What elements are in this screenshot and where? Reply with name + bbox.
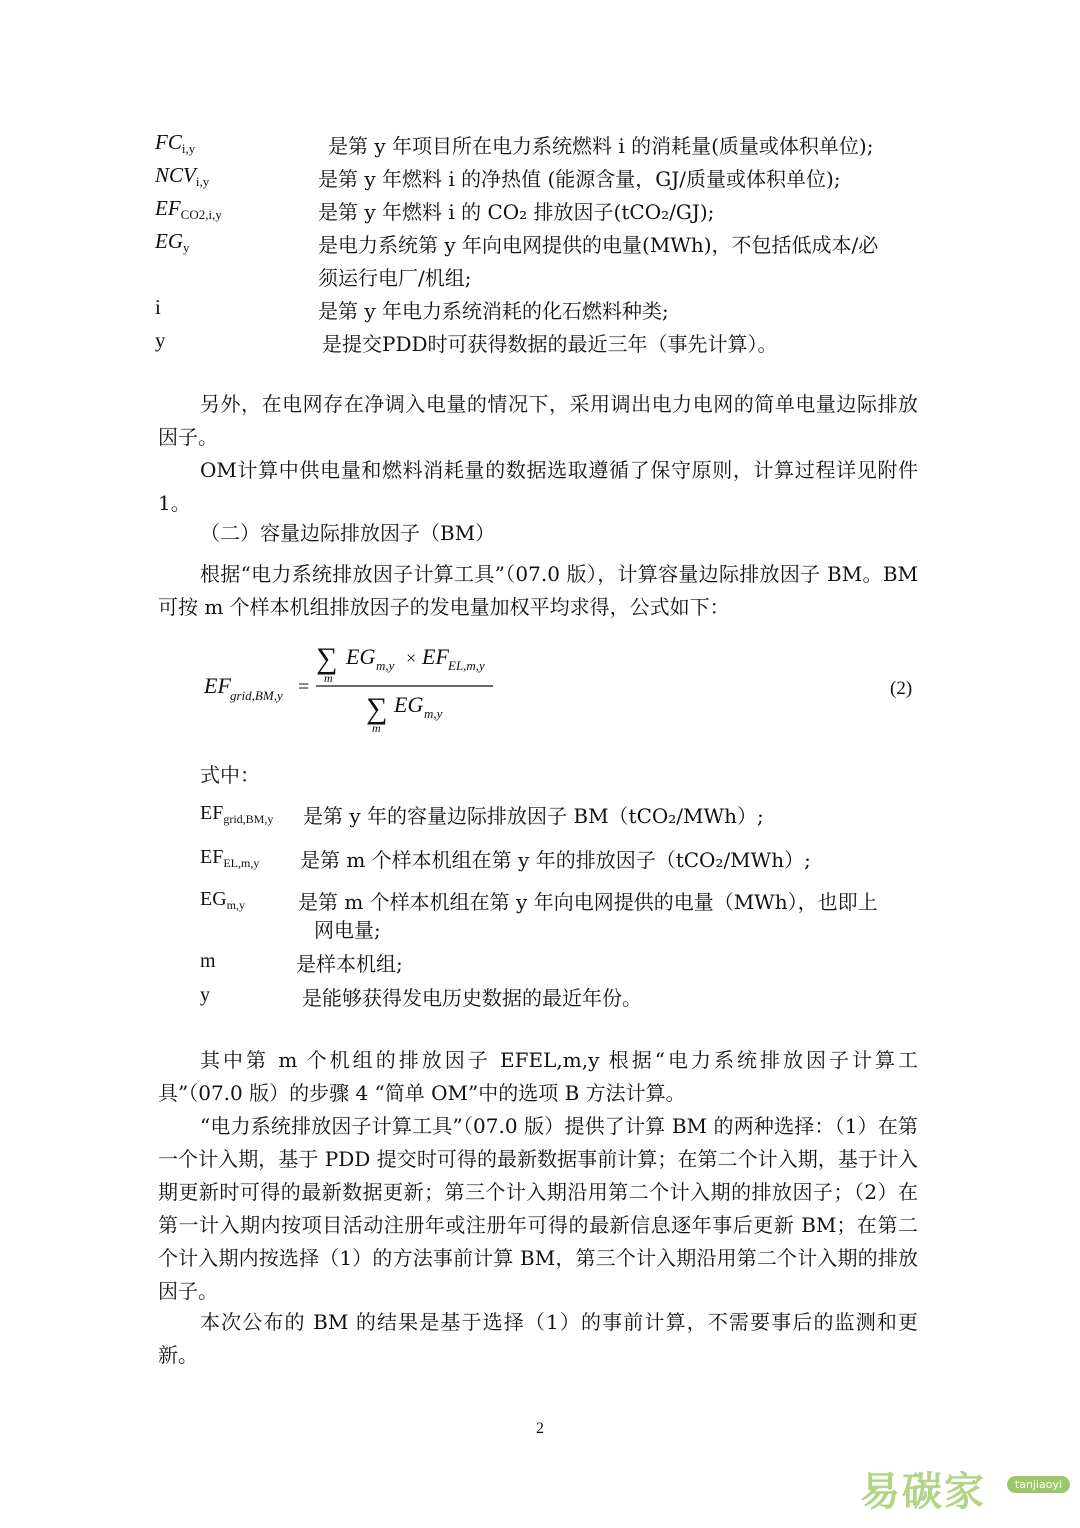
def2-text-y: 是能够获得发电历史数据的最近年份。	[302, 986, 642, 1010]
def-term-y: y	[155, 328, 166, 352]
def2-term-y: y	[200, 984, 210, 1006]
def2-text-m: 是样本机组;	[296, 952, 403, 976]
paragraph-bm-choices: “电力系统排放因子计算工具”（07.0 版）提供了计算 BM 的两种选择：（1）在第一个计入期，基于 PDD 提交时可得的最新数据事前计算；在第二个计入期，基于计入期更新时可得的最新数据更新；第三个计入期沿用第二个计入期的排放因子；（2）在第一计入期内按项目活动注册年或注册年可得的最新信息逐年事后更新 BM；在第二个计入期内按选择（1）的方法事前计算 BM，第三个计入期沿用第二个计入期的排放因子。	[158, 1114, 918, 1303]
paragraph-bm-result: 本次公布的 BM 的结果是基于选择（1）的事前计算，不需要事后的监测和更新。	[158, 1310, 918, 1367]
def2-text-efel: 是第 m 个样本机组在第 y 年的排放因子（tCO₂/MWh）;	[300, 848, 811, 872]
paragraph-om-option-b: 其中第 m 个机组的排放因子 EFEL,m,y 根据“电力系统排放因子计算工具”（07.0 版）的步骤 4 “简单 OM”中的选项 B 方法计算。	[158, 1048, 918, 1105]
watermark-logo	[860, 1456, 1070, 1518]
def-text-y: 是提交PDD时可获得数据的最近三年（事先计算）。	[322, 332, 778, 356]
def-text-efco2: 是第 y 年燃料 i 的 CO₂ 排放因子(tCO₂/GJ);	[318, 200, 715, 224]
where-label: 式中：	[200, 763, 260, 787]
denominator-eg: EG	[394, 692, 424, 717]
paragraph-bm-intro: 根据“电力系统排放因子计算工具”（07.0 版），计算容量边际排放因子 BM。BM 可按 m 个样本机组排放因子的发电量加权平均求得，公式如下：	[158, 562, 918, 619]
def-term-i: i	[155, 295, 161, 319]
def-text-eg-cont: 须运行电厂/机组;	[318, 266, 472, 290]
def-text-fc: 是第 y 年项目所在电力系统燃料 i 的消耗量(质量或体积单位);	[328, 134, 874, 158]
sum-index-denominator: m	[372, 721, 381, 735]
sum-symbol-numerator: ∑	[316, 642, 338, 675]
def-term-fc: $FC_{i,y}$	[155, 130, 196, 156]
numerator-eg: EG	[346, 644, 376, 669]
paragraph-om-conservative: OM计算中供电量和燃料消耗量的数据选取遵循了保守原则，计算过程详见附件1。	[158, 458, 918, 515]
formula-bm	[200, 638, 920, 748]
sum-symbol-denominator: ∑	[366, 692, 388, 725]
formula-lhs-sub: grid,BM,y	[230, 688, 283, 703]
def2-term-efel: $EF_{EL,m,y}$	[200, 846, 260, 870]
denominator-eg-sub: m,y	[424, 706, 443, 721]
page-number: 2	[536, 1420, 544, 1437]
def-term-efco2: $EF_{CO2,i,y}$	[155, 196, 222, 222]
def-text-eg: 是电力系统第 y 年向电网提供的电量(MWh)，不包括低成本/必	[318, 233, 879, 257]
numerator-ef: EF	[422, 644, 449, 669]
def-term-ncv: $NCV_{i,y}$	[155, 163, 210, 189]
watermark-text: 易碳家	[860, 1469, 986, 1515]
paragraph-net-import: 另外，在电网存在净调入电量的情况下，采用调出电力电网的简单电量边际排放因子。	[158, 392, 918, 449]
equation-number: (2)	[890, 678, 913, 699]
numerator-eg-sub: m,y	[376, 658, 395, 673]
def-text-i: 是第 y 年电力系统消耗的化石燃料种类;	[318, 299, 669, 323]
def-term-eg: $EG_y$	[155, 229, 190, 255]
def-text-ncv: 是第 y 年燃料 i 的净热值 (能源含量，GJ/质量或体积单位);	[318, 167, 841, 191]
formula-lhs: EF	[204, 673, 231, 698]
def2-text-eg: 是第 m 个样本机组在第 y 年向电网提供的电量（MWh），也即上	[298, 890, 878, 914]
sum-index-numerator: m	[324, 671, 333, 685]
watermark-badge: tanjiaoyi	[1007, 1476, 1070, 1493]
times-sign: ×	[406, 648, 417, 668]
def2-text-eg-cont: 网电量;	[314, 918, 381, 942]
def2-term-eg: $EG_{m,y}$	[200, 888, 246, 912]
def2-term-m: m	[200, 950, 216, 972]
section-heading-bm: （二）容量边际排放因子（BM）	[200, 521, 496, 545]
numerator-ef-sub: EL,m,y	[448, 658, 485, 673]
formula-equals: =	[298, 676, 310, 698]
formula-svg	[200, 638, 920, 748]
def2-term-efgrid: $EF_{grid,BM,y}$	[200, 802, 274, 826]
def2-text-efgrid: 是第 y 年的容量边际排放因子 BM（tCO₂/MWh）;	[303, 804, 764, 828]
